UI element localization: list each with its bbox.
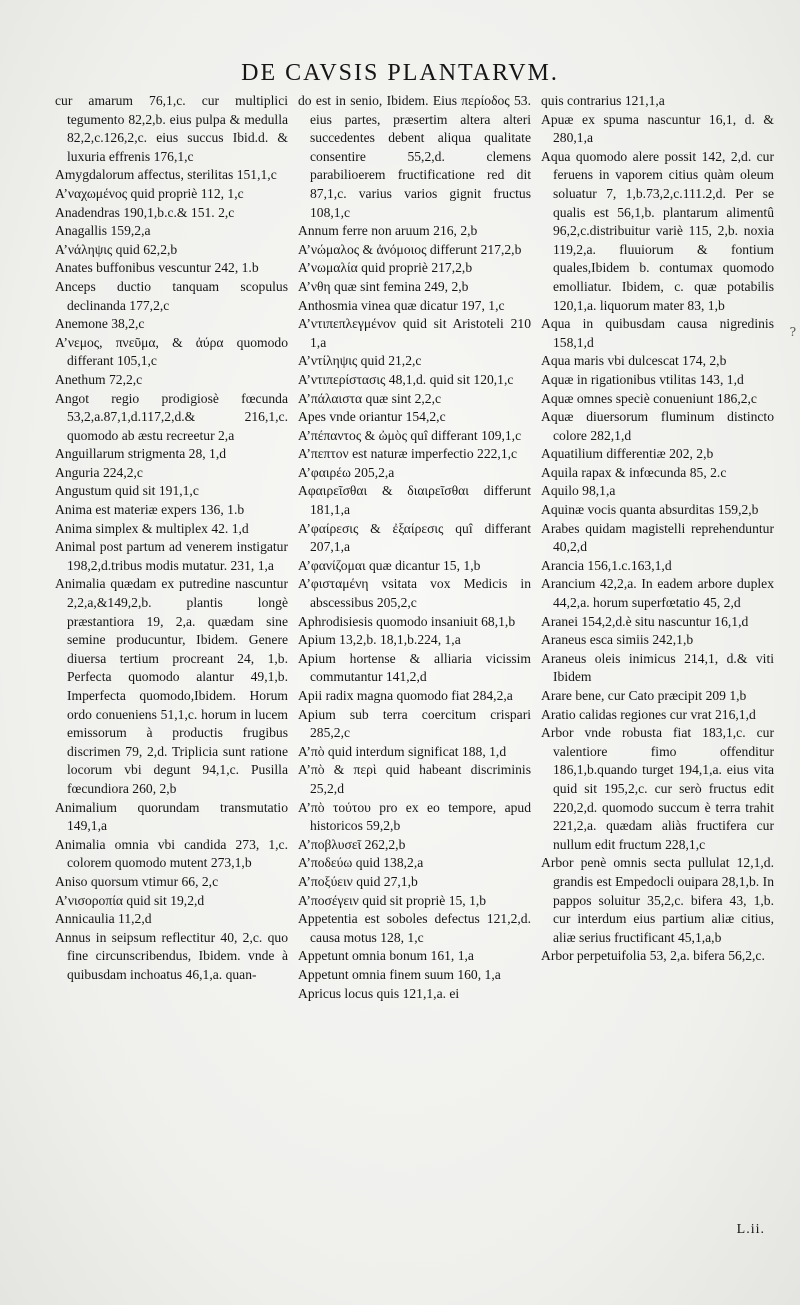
index-entry: Αφαιρεῖσθαι & διαιρεῖσθαι differunt 181,1,a	[298, 483, 531, 518]
index-entry: Anemone 38,2,c	[55, 316, 145, 332]
index-entry: Α’πὸ quid interdum significat 188, 1,d	[298, 743, 507, 759]
index-entry: Apuæ ex spuma nascuntur 16,1, d. & 280,1,a	[541, 111, 774, 146]
index-entry: Appetunt omnia finem suum 160, 1,a	[298, 966, 501, 982]
index-entry: Appetunt omnia bonum 161, 1,a	[298, 948, 474, 964]
index-entry: Aquæ omnes speciè conueniunt 186,2,c	[541, 390, 757, 406]
index-entry: Α’πὸ & περὶ quid habeant discriminis 25,2,d	[298, 762, 531, 796]
index-entry: Aquæ in rigationibus vtilitas 143, 1,d	[541, 371, 744, 387]
index-entry: Arare bene, cur Cato præcipit 209 1,b	[541, 688, 747, 703]
index-entry: Aquila rapax & infœcunda 85, 2.c	[541, 464, 727, 480]
index-entry: Apii radix magna quomodo fiat 284,2,a	[298, 688, 513, 703]
index-entry: Anguillarum strigmenta 28, 1,d	[55, 446, 227, 462]
index-entry: Aqua maris vbi dulcescat 174, 2,b	[541, 353, 727, 369]
index-entry: Α’νεμος, πνεῦμα, & ἀύρα quomodo differant 105,1,c	[55, 334, 288, 369]
index-entry: Animalium quorundam transmutatio 149,1,a	[55, 799, 288, 834]
index-entry: Animalia quædam ex putredine nascuntur 2,2,a,&149,2,b. plantis longè præstantiora 19, 2,a. quædam sine semine producuntur, Ibidem. Genere diuersa tertium procreant 24, 1,b. Perfecta quomodo alantur 49,1,b. Imperfecta quomodo,Ibidem. Horum ordo conueniens 51,1,c. horum in lucem emissorum à productis frugibus discrimen 79, 2,d. Triplicia sunt ratione locorum vbi degunt 94,1,c. Pusilla fœcundiora 260, 2,b	[55, 576, 288, 796]
index-entry: Α’ποβλυσεῖ 262,2,b	[298, 836, 406, 852]
index-entry: Arbor perpetuifolia 53, 2,a. bifera 56,2,c.	[541, 948, 765, 964]
index-entry: Anates buffonibus vescuntur 242, 1.b	[55, 260, 259, 276]
index-entry: Anthosmia vinea quæ dicatur 197, 1,c	[298, 297, 505, 313]
index-entry: Amygdalorum affectus, sterilitas 151,1,c	[55, 167, 277, 183]
index-entry: Araneus esca simiis 242,1,b	[541, 632, 694, 648]
index-entry: cur amarum 76,1,c. cur multiplici tegumento 82,2,b. eius pulpa & medulla 82,2,c.126,2,c. eius succus Ibid.d. & luxuria effrenis 176,1,c	[55, 93, 288, 164]
index-entry: Aquilo 98,1,a	[541, 483, 616, 499]
index-entry: Arancium 42,2,a. In eadem arbore duplex 44,2,a. horum superfœtatio 45, 2,d	[541, 576, 774, 611]
index-entry: Animalia omnia vbi candida 273, 1,c. colorem quomodo mutent 273,1,b	[55, 836, 288, 871]
index-entry: Apes vnde oriantur 154,2,c	[298, 409, 446, 425]
index-entry: Α’ντιπεπλεγμένον quid sit Aristoteli 210 1,a	[298, 316, 531, 350]
index-entry: Aqua in quibusdam causa nigredinis 158,1,d	[541, 316, 774, 350]
index-entry: Α’φαίρεσις & ἐξαίρεσις quî differant 207,1,a	[298, 520, 531, 555]
index-entry: Apium hortense & alliaria vicissim commutantur 141,2,d	[298, 650, 531, 685]
index-entry: Α’φισταμένη vsitata vox Medicis in abscessibus 205,2,c	[298, 576, 531, 611]
index-entry: Arancia 156,1.c.163,1,d	[541, 557, 672, 573]
index-entry: Aquatilium differentiæ 202, 2,b	[541, 446, 714, 462]
index-entry: Α’νώμαλος & ἀνόμοιος differunt 217,2,b	[298, 241, 522, 257]
index-column-right	[541, 92, 774, 1222]
index-entry: Anima simplex & multiplex 42. 1,d	[55, 520, 249, 536]
index-entry: quis contrarius 121,1,a	[541, 93, 665, 108]
index-entry: Annum ferre non aruum 216, 2,b	[298, 223, 478, 239]
index-entry: Anima est materiæ expers 136, 1.b	[55, 502, 245, 518]
margin-mark: ?	[789, 325, 796, 339]
index-entry: Appetentia est soboles defectus 121,2,d. causa motus 128, 1,c	[298, 911, 531, 945]
index-entry: do est in senio, Ibidem. Eius περίοδος 53. eius partes, præsertim altera alteri succedentes debent aliqua qualitate consentire 55,2,d. clemens parabilioerem fructificatione red dit 87,1,c. varius varios gignit fructus 108,1,c	[298, 93, 531, 220]
index-entry: Α’νωμαλία quid propriè 217,2,b	[298, 260, 473, 276]
index-entry: Α’πὸ τούτου pro ex eo tempore, apud historicos 59,2,b	[298, 799, 531, 834]
index-entry: Animal post partum ad venerem instigatur 198,2,d.tribus modis mutatur. 231, 1,a	[55, 539, 288, 573]
index-entry: Arbor penè omnis secta pullulat 12,1,d. grandis est Empedocli ouipara 28,1,b. In pappos soluitur 35,2,c. bifera 43, 1,b. cur interdum eius partium aliæ citius, aliæ serius fructificant 45,1,a,b	[541, 855, 774, 945]
index-entry: Α’ναχωμένος quid propriè 112, 1,c	[55, 185, 244, 201]
index-entry: Apium 13,2,b. 18,1,b.224, 1,a	[298, 632, 461, 648]
index-entry: Apricus locus quis 121,1,a. ei	[298, 985, 460, 1001]
index-entry: Α’ντίληψις quid 21,2,c	[298, 353, 422, 369]
index-entry: Apium sub terra coercitum crispari 285,2,c	[298, 706, 531, 741]
running-head: DE CAVSIS PLANTARVM.	[241, 60, 559, 86]
index-entry: Aquæ diuersorum fluminum distincto colore 282,1,d	[541, 409, 774, 443]
index-entry: Α’πάλαιστα quæ sint 2,2,c	[298, 390, 442, 406]
index-entry: Anagallis 159,2,a	[55, 223, 151, 239]
index-columns	[55, 92, 775, 1222]
index-entry: Α’πέπαντος & ὠμὸς quî differant 109,1,c	[298, 427, 522, 443]
signature-mark: L.ii.	[736, 1222, 765, 1237]
index-entry: Arbor vnde robusta fiat 183,1,c. cur valentiore fimo offenditur 186,1,b.quando turget 194,1,a. eius vita quid sit 195,2,c. cur serò fructus edit 220,2,d. quomodo succum è terra trahit 221,2,a. quædam aliàs fructifera cur nullum edit fructum 228,1,c	[541, 725, 774, 852]
index-entry: Aratio calidas regiones cur vrat 216,1,d	[541, 706, 756, 722]
index-entry: Angot regio prodigiosè fœcunda 53,2,a.87,1,d.117,2,d.& 216,1,c. quomodo ab æstu recreetur 2,a	[55, 390, 288, 443]
index-entry: Arabes quidam magistelli reprehenduntur 40,2,d	[541, 520, 774, 555]
index-entry: Α’φανίζομαι quæ dicantur 15, 1,b	[298, 557, 481, 573]
index-entry: Anadendras 190,1,b.c.& 151. 2,c	[55, 204, 235, 220]
index-entry: Α’ποσέγειν quid sit propriè 15, 1,b	[298, 892, 487, 908]
index-column-left	[55, 92, 288, 1222]
index-entry: Aqua quomodo alere possit 142, 2,d. cur feruens in vaporem citius quàm oleum soluatur 7, 1,b.73,2,c.111.2,d. Per se qualis est 56,1,b. plantarum alimentû 96,2,c.distribuitur variè 115, 2,b. noxia 119,2,a. fluuiorum & fontium quales,Ibidem b. contumax quomodo emolliatur. Ibidem, c. quæ potabilis 120,1,a. liquorum mater 83, 1,b	[541, 148, 774, 313]
index-entry: Annicaulia 11,2,d	[55, 911, 152, 927]
index-entry: Α’νθη quæ sint femina 249, 2,b	[298, 278, 469, 294]
index-entry: Annus in seipsum reflectitur 40, 2,c. quo fine circunscribendus, Ibidem. vnde à quibusdam inchoatus 46,1,a. quan-	[55, 929, 288, 982]
index-entry: Anceps ductio tanquam scopulus declinanda 177,2,c	[55, 278, 288, 313]
index-entry: Α’ποξύειν quid 27,1,b	[298, 873, 418, 889]
index-entry: Α’ποδεύω quid 138,2,a	[298, 855, 424, 871]
index-entry: Α’πεπτον est naturæ imperfectio 222,1,c	[298, 446, 518, 462]
index-entry: Anguria 224,2,c	[55, 464, 143, 480]
index-entry: Aranei 154,2,d.è situ nascuntur 16,1,d	[541, 613, 749, 629]
index-entry: Anethum 72,2,c	[55, 371, 143, 387]
index-column-middle	[298, 92, 531, 1222]
index-entry: Angustum quid sit 191,1,c	[55, 483, 199, 499]
index-entry: Aphrodisiesis quomodo insaniuit 68,1,b	[298, 613, 516, 629]
index-entry: Aniso quorsum vtimur 66, 2,c	[55, 873, 219, 889]
index-entry: Araneus oleis inimicus 214,1, d.& viti Ibidem	[541, 650, 774, 685]
index-entry: Α’νάληψις quid 62,2,b	[55, 241, 178, 257]
index-entry: Α’νισοροπία quid sit 19,2,d	[55, 892, 205, 908]
index-entry: Α’ντιπερίστασις 48,1,d. quid sit 120,1,c	[298, 371, 514, 387]
index-entry: Α’φαιρέω 205,2,a	[298, 464, 395, 480]
index-entry: Aquinæ vocis quanta absurditas 159,2,b	[541, 502, 759, 518]
